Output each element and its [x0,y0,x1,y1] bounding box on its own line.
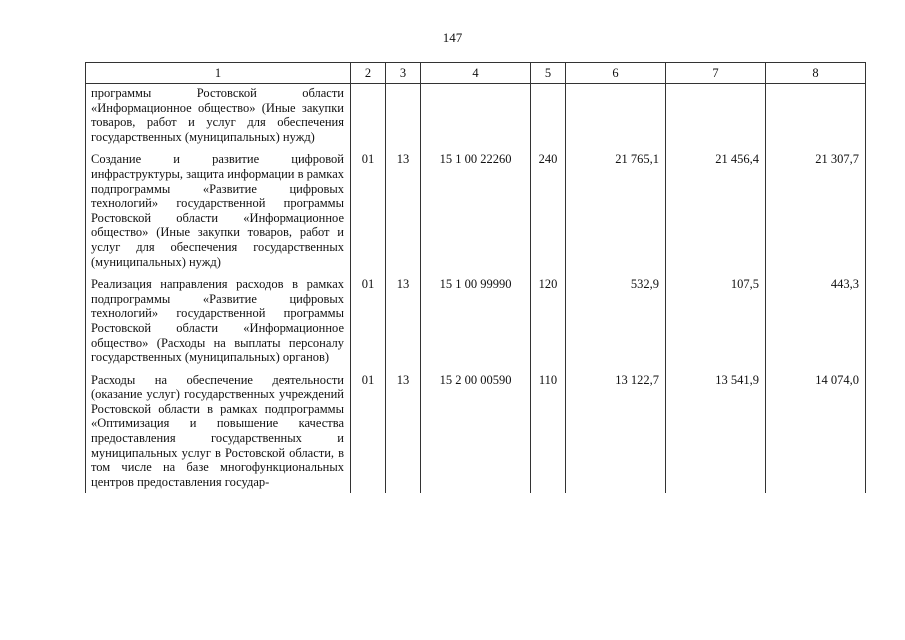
row-amount-year1: 21 765,1 [566,148,666,273]
table-row [86,273,866,369]
column-header-7: 7 [666,63,766,84]
column-header-3: 3 [386,63,421,84]
row-target-article: 15 2 00 00590 [421,369,531,494]
row-amount-year2: 21 456,4 [666,148,766,273]
row-description: Расходы на обеспечение деятельности (оказание услуг) государственных учреждений Ростовской области в рамках подпрограммы «Оптимизация и повышение качества предоставления государственных и муниципальных услуг в Ростовской области, в том числе на базе многофункциональных центров предоставления государ- [86,369,351,494]
row-ministry-code: 01 [351,369,386,494]
page-number: 147 [442,30,463,45]
column-header-2: 2 [351,63,386,84]
column-header-4: 4 [421,63,531,84]
row-expense-type: 110 [531,369,566,494]
row-target-article: 15 1 00 22260 [421,148,531,273]
row-ministry-code: 01 [351,273,386,369]
header-row [86,63,866,84]
row-section-code: 13 [386,148,421,273]
table-row [86,369,866,494]
column-header-8: 8 [766,63,866,84]
row-section-code: 13 [386,369,421,494]
table-row [86,148,866,273]
column-header-6: 6 [566,63,666,84]
row-amount-year1: 13 122,7 [566,369,666,494]
row-amount-year3: 443,3 [766,273,866,369]
row-section-code: 13 [386,273,421,369]
row-ministry-code [351,84,386,149]
row-amount-year3: 14 074,0 [766,369,866,494]
row-amount-year3 [766,84,866,149]
row-amount-year2: 13 541,9 [666,369,766,494]
column-header-1: 1 [86,63,351,84]
table-row [86,84,866,149]
row-description: Реализация направления расходов в рамках подпрограммы «Развитие цифровых технологий» государственной программы Ростовской области «Информационное общество» (Расходы на выплаты персоналу государственных (муниципальных) органов) [86,273,351,369]
row-amount-year2: 107,5 [666,273,766,369]
row-description: Создание и развитие цифровой инфраструктуры, защита информации в рамках подпрограммы «Развитие цифровых технологий» государственной программы Ростовской области «Информационное общество» (Иные закупки товаров, работ и услуг для обеспечения государственных (муниципальных) нужд) [86,148,351,273]
budget-table [85,62,866,493]
row-expense-type: 120 [531,273,566,369]
row-target-article: 15 1 00 99990 [421,273,531,369]
row-target-article [421,84,531,149]
row-amount-year3: 21 307,7 [766,148,866,273]
row-amount-year1 [566,84,666,149]
row-amount-year1: 532,9 [566,273,666,369]
row-section-code [386,84,421,149]
row-amount-year2 [666,84,766,149]
row-ministry-code: 01 [351,148,386,273]
column-header-5: 5 [531,63,566,84]
row-expense-type [531,84,566,149]
row-description: программы Ростовской области «Информационное общество» (Иные закупки товаров, работ и услуг для обеспечения государственных (муниципальных) нужд) [86,84,351,149]
row-expense-type: 240 [531,148,566,273]
